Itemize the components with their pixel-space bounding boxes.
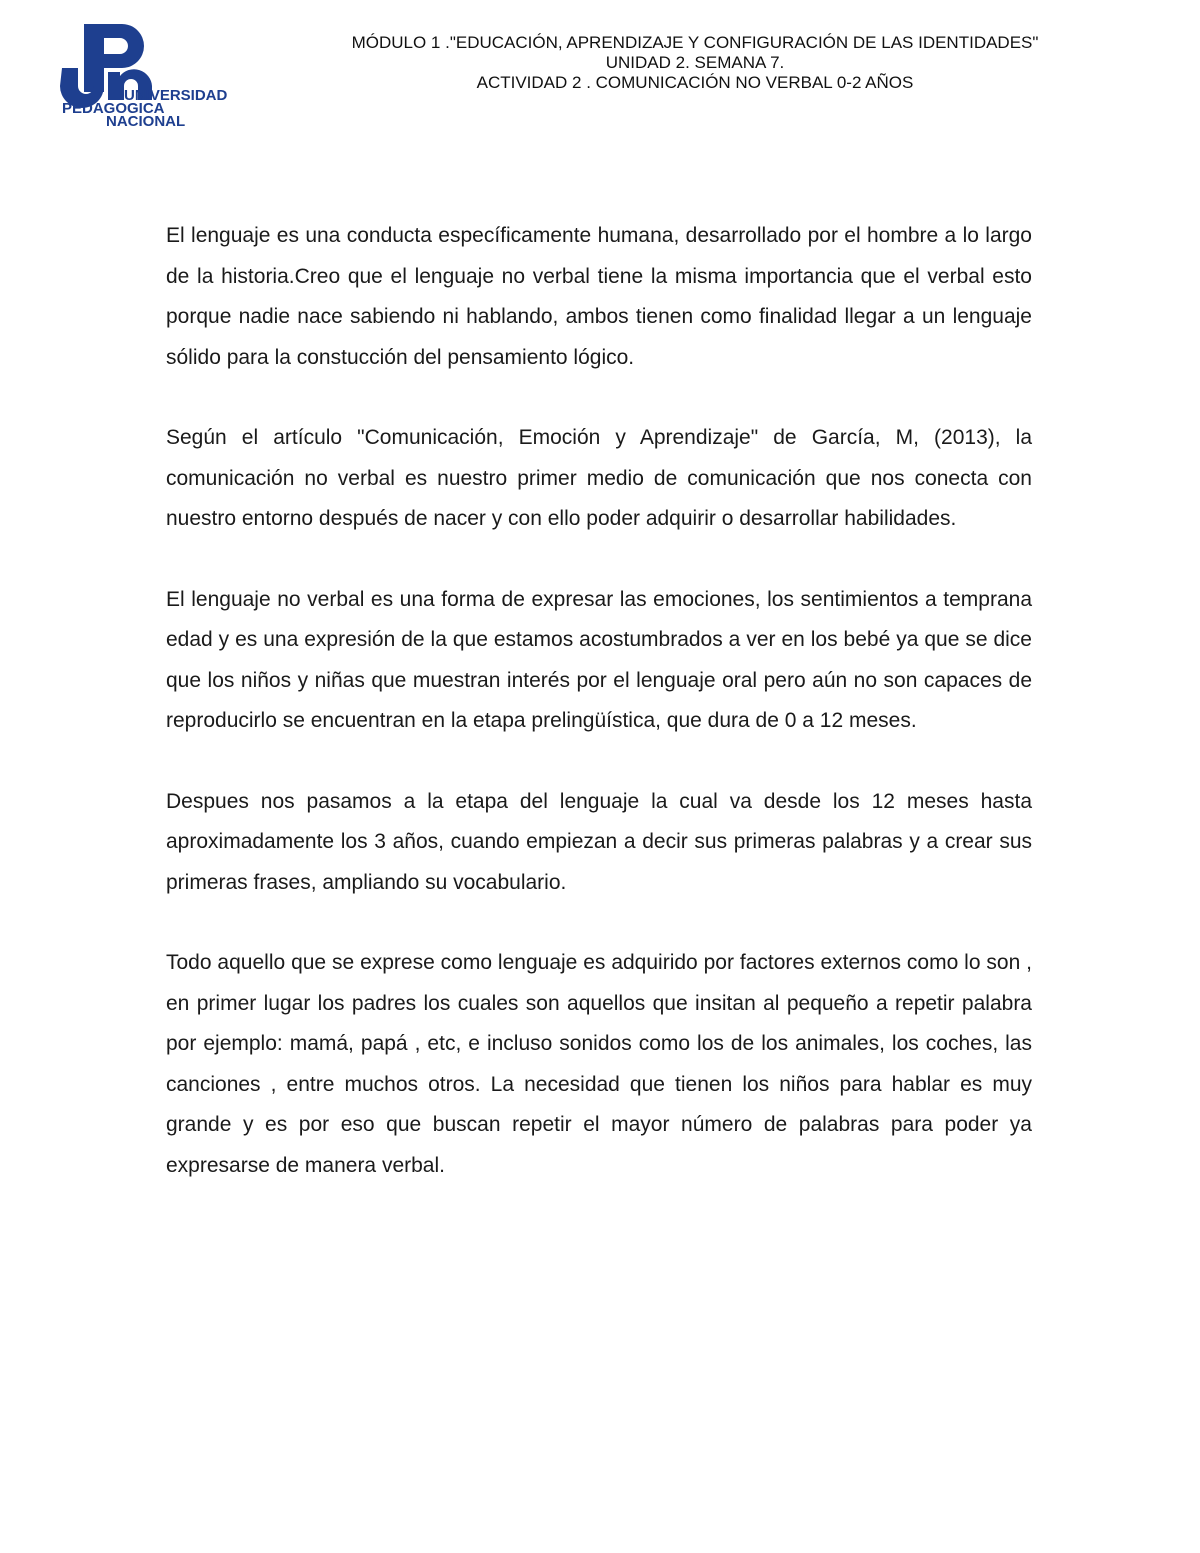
- document-header: [300, 33, 1090, 93]
- document-body: [166, 216, 1032, 1226]
- logo-line-3: NACIONAL: [106, 113, 186, 130]
- header-activity-line: ACTIVIDAD 2 . COMUNICACIÓN NO VERBAL 0-2 AÑOS: [476, 73, 914, 92]
- logo-line-1: UNIVERSIDAD: [124, 87, 228, 104]
- paragraph-4: Despues nos pasamos a la etapa del lenguaje la cual va desde los 12 meses hasta aproximadamente los 3 años, cuando empiezan a decir sus primeras palabras y a crear sus primeras frases, ampliando su vocabulario.: [166, 789, 1032, 894]
- paragraph-5: Todo aquello que se exprese como lenguaje es adquirido por factores externos como lo son , en primer lugar los padres los cuales son aquellos que insitan al pequeño a repetir palabra por ejemplo: mamá, papá , etc, e incluso sonidos como los de los animales, los coches, las canciones , entre muchos otros. La necesidad que tienen los niños para hablar es muy grande y es por eso que buscan repetir el mayor número de palabras para poder ya expresarse de manera verbal.: [166, 951, 1032, 1177]
- paragraph-1: El lenguaje es una conducta específicamente humana, desarrollado por el hombre a lo largo de la historia.Creo que el lenguaje no verbal tiene la misma importancia que el verbal esto porque nadie nace sabiendo ni hablando, ambos tienen como finalidad llegar a un lenguaje sólido para la constucción del pensamiento lógico.: [166, 224, 1032, 369]
- logo-line-2: PEDAGOGICA: [62, 100, 165, 117]
- paragraph-3: El lenguaje no verbal es una forma de expresar las emociones, los sentimientos a temprana edad y es una expresión de la que estamos acostumbrados a ver en los bebé ya que se dice que los niños y niñas que muestran interés por el lenguaje oral pero aún no son capaces de reproducirlo se encuentran en la etapa prelingüística, que dura de 0 a 12 meses.: [166, 587, 1032, 732]
- header-unit-line: UNIDAD 2. SEMANA 7.: [605, 53, 785, 72]
- upn-logo: [60, 24, 245, 134]
- header-module-line: MÓDULO 1 ."EDUCACIÓN, APRENDIZAJE Y CONFIGURACIÓN DE LAS IDENTIDADES": [351, 33, 1039, 52]
- paragraph-2: Según el artículo "Comunicación, Emoción y Aprendizaje" de García, M, (2013), la comunicación no verbal es nuestro primer medio de comunicación que nos conecta con nuestro entorno después de nacer y con ello poder adquirir o desarrollar habilidades.: [166, 426, 1032, 530]
